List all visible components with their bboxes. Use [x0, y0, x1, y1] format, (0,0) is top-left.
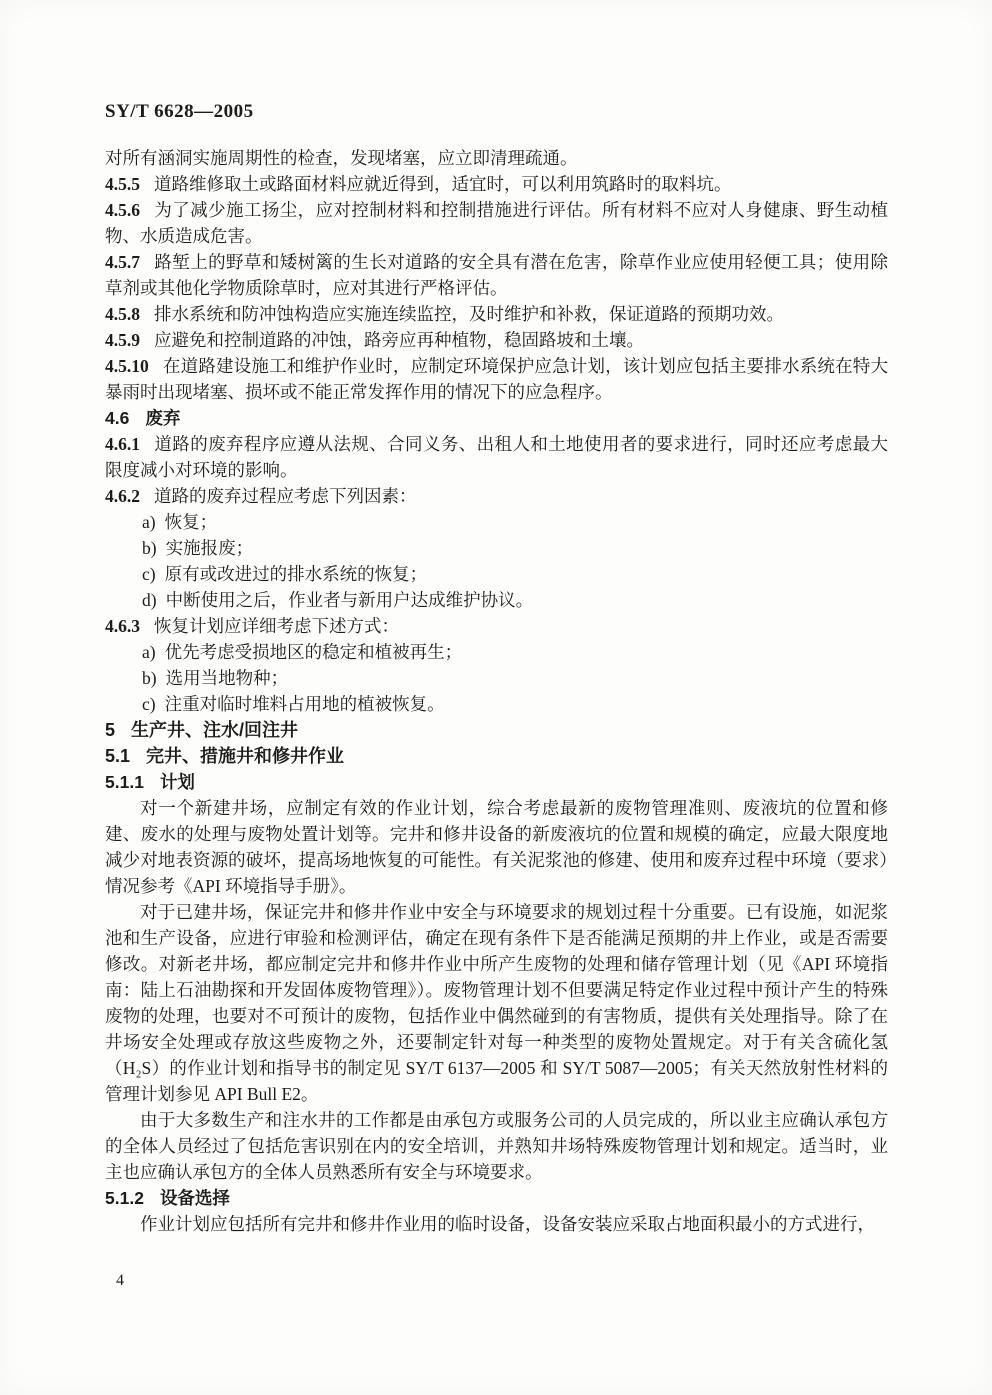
- clause-text: 道路的废弃过程应考虑下列因素：: [154, 486, 417, 506]
- document-body: [105, 145, 888, 1237]
- clause-text: 排水系统和防冲蚀构造应实施连续监控，及时维护和补救，保证道路的预期功效。: [154, 304, 784, 324]
- paragraph-text: 对于已建井场，保证完井和修井作业中安全与环境要求的规划过程十分重要。已有设施，如泥浆池和生产设备，应进行审验和检测评估，确定在现有条件下是否能满足预期的井上作业，或是否需要修改。对新老井场，都应制定完井和修井作业中所产生废物的处理和储存管理计划（见《API 环境指南：陆上石油勘探和开发固体废物管理》）。废物管理计划不但要满足特定作业过程中预计产生的特殊废物的处理，也要对不可预计的废物，包括作业中偶然碰到的有害物质，提供有关处理指导。除了在井场安全处理或存放这些废物之外，还要制定针对每一种类型的废物处置规定。对于有关含硫化氢（H₂S）的作业计划和指导书的制定见 SY/T 6137—2005 和 SY/T 5087—2005；有关天然放射性材料的管理计划参见 API Bull E2。: [105, 902, 888, 1104]
- list-text: 中断使用之后，作业者与新用户达成维护协议。: [165, 590, 534, 610]
- body-text: 对所有涵洞实施周期性的检查，发现堵塞，应立即清理疏通。: [105, 148, 578, 168]
- clause-number: 4.5.7: [105, 252, 140, 272]
- body-paragraph: [105, 795, 888, 899]
- clause-4-5-6: [105, 197, 888, 249]
- clause-text: 应避免和控制道路的冲蚀，路旁应再种植物，稳固路坡和土壤。: [154, 330, 644, 350]
- paragraph-continuation: [105, 145, 888, 171]
- heading-title: 设备选择: [159, 1188, 230, 1208]
- heading-title: 计划: [159, 772, 195, 792]
- page-header: [105, 100, 888, 124]
- list-text: 选用当地物种；: [165, 668, 289, 688]
- list-marker: c): [142, 694, 156, 714]
- list-text: 实施报废；: [165, 538, 254, 558]
- clause-number: 4.5.6: [105, 200, 140, 220]
- list-marker: b): [142, 538, 157, 558]
- list-text: 优先考虑受损地区的稳定和植被再生；: [164, 642, 463, 662]
- page-footer: [116, 1271, 124, 1291]
- heading-number: 5.1.2: [105, 1188, 144, 1208]
- clause-4-5-7: [105, 249, 888, 301]
- list-text: 原有或改进过的排水系统的恢复；: [164, 564, 428, 584]
- clause-number: 4.5.10: [105, 356, 149, 376]
- list-item-c: [105, 561, 888, 587]
- clause-number: 4.5.9: [105, 330, 140, 350]
- clause-text: 恢复计划应详细考虑下述方式：: [154, 616, 399, 636]
- clause-number: 4.5.5: [105, 174, 140, 194]
- list-marker: d): [142, 590, 157, 610]
- list-item-a: [105, 509, 888, 535]
- clause-4-5-5: [105, 171, 888, 197]
- clause-4-6-2: [105, 483, 888, 509]
- paragraph-text: 对一个新建井场，应制定有效的作业计划，综合考虑最新的废物管理准则、废液坑的位置和修建、废水的处理与废物处置计划等。完井和修井设备的新废液坑的位置和规模的确定，应最大限度地减少对地表资源的破坏，提高场地恢复的可能性。有关泥浆池的修建、使用和废弃过程中环境（要求）情况参考《API 环境指导手册》。: [105, 798, 888, 896]
- clause-number: 4.6.3: [105, 616, 140, 636]
- list-item-a: [105, 639, 888, 665]
- clause-number: 4.6.2: [105, 486, 140, 506]
- clause-4-5-10: [105, 353, 888, 405]
- list-marker: a): [142, 512, 156, 532]
- page-number: 4: [116, 1272, 124, 1289]
- clause-text: 路堑上的野草和矮树篱的生长对道路的安全具有潜在危害，除草作业应使用轻便工具；使用除草剂或其他化学物质除草时，应对其进行严格评估。: [105, 252, 888, 298]
- section-heading-4-6: [105, 405, 888, 431]
- heading-number: 5.1: [105, 746, 131, 766]
- list-marker: b): [142, 668, 157, 688]
- section-heading-5-1: [105, 743, 888, 769]
- body-paragraph: [105, 1107, 888, 1185]
- paragraph-text: 作业计划应包括所有完井和修井作业用的临时设备，设备安装应采取占地面积最小的方式进行，: [140, 1214, 875, 1234]
- clause-text: 为了减少施工扬尘，应对控制材料和控制措施进行评估。所有材料不应对人身健康、野生动植物、水质造成危害。: [105, 200, 888, 246]
- clause-text: 在道路建设施工和维护作业时，应制定环境保护应急计划，该计划应包括主要排水系统在特大暴雨时出现堵塞、损坏或不能正常发挥作用的情况下的应急程序。: [105, 356, 888, 402]
- chapter-heading-5: [105, 717, 888, 743]
- subsection-heading-5-1-1: [105, 769, 888, 795]
- clause-number: 4.5.8: [105, 304, 140, 324]
- list-item-c: [105, 691, 888, 717]
- list-item-d: [105, 587, 888, 613]
- clause-text: 道路维修取土或路面材料应就近得到，适宜时，可以利用筑路时的取料坑。: [154, 174, 732, 194]
- list-item-b: [105, 665, 888, 691]
- heading-number: 4.6: [105, 408, 130, 428]
- clause-number: 4.6.1: [105, 434, 140, 454]
- heading-title: 完井、措施井和修井作业: [146, 746, 345, 766]
- list-marker: a): [142, 642, 156, 662]
- list-text: 注重对临时堆料占用地的植被恢复。: [164, 694, 445, 714]
- clause-4-5-8: [105, 301, 888, 327]
- subsection-heading-5-1-2: [105, 1185, 888, 1211]
- list-item-b: [105, 535, 888, 561]
- clause-4-5-9: [105, 327, 888, 353]
- paragraph-text: 由于大多数生产和注水井的工作都是由承包方或服务公司的人员完成的，所以业主应确认承包方的全体人员经过了包括危害识别在内的安全培训，并熟知井场特殊废物管理计划和规定。适当时，业主也应确认承包方的全体人员熟悉所有安全与环境要求。: [105, 1110, 888, 1182]
- body-paragraph: [105, 1211, 888, 1237]
- clause-4-6-3: [105, 613, 888, 639]
- heading-title: 废弃: [145, 408, 181, 428]
- clause-text: 道路的废弃程序应遵从法规、合同义务、出租人和土地使用者的要求进行，同时还应考虑最大限度减小对环境的影响。: [105, 434, 888, 480]
- body-paragraph: [105, 899, 888, 1107]
- heading-number: 5: [105, 720, 116, 740]
- list-marker: c): [142, 564, 156, 584]
- list-text: 恢复；: [164, 512, 218, 532]
- heading-title: 生产井、注水/回注井: [131, 720, 299, 740]
- standard-number: SY/T 6628—2005: [105, 101, 254, 122]
- heading-number: 5.1.1: [105, 772, 144, 792]
- clause-4-6-1: [105, 431, 888, 483]
